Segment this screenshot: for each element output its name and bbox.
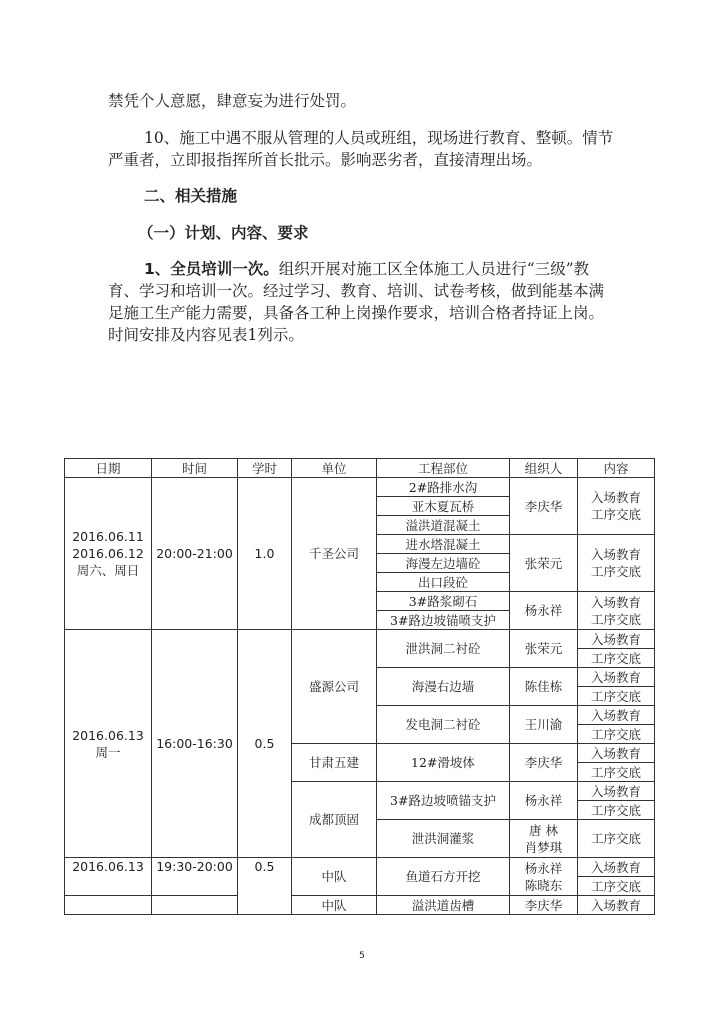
part-cell: 3#路边坡喷锚支护 <box>377 782 510 820</box>
part-cell: 溢洪道混凝土 <box>377 516 510 535</box>
content-cell: 入场教育 <box>578 706 655 725</box>
point-1-title: 1、全员培训一次。 <box>144 260 279 278</box>
header-organizer: 组织人 <box>510 459 578 478</box>
time-cell: 20:00-21:00 <box>152 478 238 630</box>
unit-cell: 中队 <box>292 858 377 896</box>
content-cell: 入场教育 <box>578 782 655 801</box>
unit-cell: 千圣公司 <box>292 478 377 630</box>
organizer-cell: 张荣元 <box>510 535 578 592</box>
header-content: 内容 <box>578 459 655 478</box>
table-row <box>65 630 655 649</box>
part-cell: 3#路浆砌石 <box>377 592 510 611</box>
content-cell: 入场教育 工序交底 <box>578 535 655 592</box>
organizer-cell: 陈佳栋 <box>510 668 578 706</box>
organizer-cell: 杨永祥 <box>510 592 578 630</box>
paragraph-continuation: 禁凭个人意愿，肆意妄为进行处罚。 <box>108 92 357 110</box>
part-cell: 亚木夏瓦桥 <box>377 497 510 516</box>
header-unit: 单位 <box>292 459 377 478</box>
date-cell <box>65 896 152 915</box>
hours-cell: 0.5 <box>238 858 292 915</box>
time-cell: 16:00-16:30 <box>152 630 238 858</box>
part-cell: 海漫右边墙 <box>377 668 510 706</box>
content-cell: 入场教育 <box>578 858 655 877</box>
part-cell: 海漫左边墙砼 <box>377 554 510 573</box>
organizer-cell: 唐 林 肖梦琪 <box>510 820 578 858</box>
organizer-cell: 李庆华 <box>510 896 578 915</box>
table-row <box>65 896 655 915</box>
part-cell: 泄洪洞灌浆 <box>377 820 510 858</box>
content-cell: 工序交底 <box>578 649 655 668</box>
content-cell: 入场教育 <box>578 668 655 687</box>
content-cell: 工序交底 <box>578 801 655 820</box>
table-header-row <box>65 459 655 478</box>
content-cell: 入场教育 <box>578 744 655 763</box>
organizer-cell: 杨永祥 <box>510 782 578 820</box>
date-cell: 2016.06.13 周一 <box>65 630 152 858</box>
time-cell <box>152 896 238 915</box>
part-cell: 进水塔混凝土 <box>377 535 510 554</box>
unit-cell: 成都顶固 <box>292 782 377 858</box>
content-cell: 工序交底 <box>578 763 655 782</box>
part-cell: 鱼道石方开挖 <box>377 858 510 896</box>
content-cell: 入场教育 工序交底 <box>578 592 655 630</box>
content-cell: 入场教育 <box>578 896 655 915</box>
content-cell: 入场教育 <box>578 630 655 649</box>
paragraph-item-10: 10、施工中遇不服从管理的人员或班组，现场进行教育、整顿。情节严重者，立即报指挥所首长批示。影响恶劣者，直接清理出场。 <box>108 129 614 169</box>
page-number: 5 <box>359 951 365 961</box>
part-cell: 2#路排水沟 <box>377 478 510 497</box>
part-cell: 出口段砼 <box>377 573 510 592</box>
training-schedule-table <box>64 458 655 915</box>
part-cell: 泄洪洞二衬砼 <box>377 630 510 668</box>
hours-cell: 1.0 <box>238 478 292 630</box>
date-cell: 2016.06.11 2016.06.12 周六、周日 <box>65 478 152 630</box>
unit-cell: 甘肃五建 <box>292 744 377 782</box>
content-cell: 工序交底 <box>578 820 655 858</box>
part-cell: 发电洞二衬砼 <box>377 706 510 744</box>
date-cell: 2016.06.13 <box>65 858 152 896</box>
organizer-cell: 王川渝 <box>510 706 578 744</box>
organizer-cell: 杨永祥 陈晓东 <box>510 858 578 896</box>
hours-cell: 0.5 <box>238 630 292 858</box>
time-cell: 19:30-20:00 <box>152 858 238 896</box>
table-row <box>65 478 655 497</box>
paragraph-point-1 <box>108 258 618 346</box>
header-time: 时间 <box>152 459 238 478</box>
header-part: 工程部位 <box>377 459 510 478</box>
part-cell: 3#路边坡锚喷支护 <box>377 611 510 630</box>
unit-cell: 盛源公司 <box>292 630 377 744</box>
part-cell: 溢洪道齿槽 <box>377 896 510 915</box>
content-cell: 工序交底 <box>578 877 655 896</box>
subsection-heading: （一）计划、内容、要求 <box>138 224 309 242</box>
content-cell: 入场教育 工序交底 <box>578 478 655 535</box>
organizer-cell: 李庆华 <box>510 478 578 535</box>
part-cell: 12#滑坡体 <box>377 744 510 782</box>
table-row <box>65 858 655 877</box>
section-heading: 二、相关措施 <box>144 187 238 205</box>
point-1-text: 组织开展对施工区全体施工人员进行“三级”教育、学习和培训一次。经过学习、教育、培训、试卷考核，做到能基本满足施工生产能力需要，具备各工种上岗操作要求，培训合格者持证上岗。时间安排及内容见表1列示。 <box>108 260 605 344</box>
organizer-cell: 张荣元 <box>510 630 578 668</box>
content-cell: 工序交底 <box>578 725 655 744</box>
unit-cell: 中队 <box>292 896 377 915</box>
header-hours: 学时 <box>238 459 292 478</box>
header-date: 日期 <box>65 459 152 478</box>
organizer-cell: 李庆华 <box>510 744 578 782</box>
content-cell: 工序交底 <box>578 687 655 706</box>
